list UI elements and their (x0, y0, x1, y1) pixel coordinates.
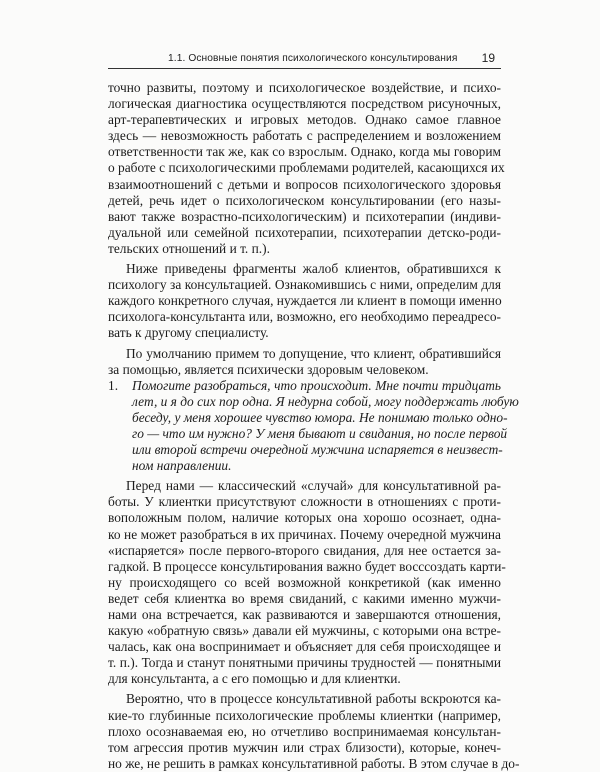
text-line: плохо осознаваемая ею, но отчетливо воспринимаемая консультан- (108, 723, 501, 739)
paragraph (108, 478, 506, 687)
text-line: вают также возрастно-психологическим) и психотерапии (индиви- (108, 208, 501, 224)
text-line: ну происходящего со всей возможной конкретикой (как именно (108, 574, 501, 590)
text-line: какую «обратную связь» давали ей мужчины, с которыми она встре- (108, 623, 501, 639)
text-line: воположным полом, наличие которых она хорошо осознает, одна- (108, 510, 501, 526)
text-line: психолога-консультанта или, возможно, его необходимо переадресо- (108, 309, 501, 325)
paragraph (108, 346, 501, 378)
text-line: детей, речь идет о психологическом консультировании (его назы- (108, 192, 501, 208)
text-line: взаимоотношений с детьми и вопросов психологического здоровья (108, 176, 501, 192)
text-line: за помощью, является психически здоровым человеком. (108, 361, 429, 377)
text-line: го — что им нужно? У меня бывают и свидания, но после первой (132, 425, 508, 441)
paragraph (108, 261, 501, 341)
text-line: или второй встречи очередной мужчина испаряется в неизвест- (132, 442, 503, 458)
text-line: ведет себя клиентка во время свиданий, с какими именно мужчи- (108, 590, 501, 606)
text-line: чалась, как она воспринимает и объясняет для себя происходящее и (108, 639, 501, 655)
text-line: каждого конкретного случая, нуждается ли клиент в помощи именно (108, 293, 502, 309)
running-header (108, 46, 501, 69)
text-line: логическая диагностика осуществляются посредством рисуночных, (108, 96, 501, 112)
text-line: для консультанта, а с его помощью и для клиентки. (108, 671, 401, 687)
page-body (108, 80, 520, 772)
numbered-quote (108, 377, 519, 475)
text-line: т. п.). Тогда и станут понятными причины трудностей — понятными (108, 655, 501, 671)
text-line: дуальной или семейной психотерапии, психотерапии детско-роди- (108, 224, 501, 240)
text-line: о работе с психологическими проблемами родителей, касающихся их (108, 160, 505, 176)
text-line: нами она встречается, как развиваются и завершаются отношения, (108, 607, 501, 622)
text-line: боты. У клиентки присутствуют сложности в отношениях с проти- (108, 494, 501, 510)
text-line: Вероятно, что в процессе консультативной работы вскроются ка- (126, 691, 501, 707)
running-title: 1.1. Основные понятия психологического консультирования (168, 53, 458, 64)
text-line: арт-терапевтических и игровых методов. Однако самое главное (108, 112, 501, 128)
paragraph (108, 80, 505, 257)
text-line: гадкой. В процессе консультирования важно будет восссоздать карти- (108, 558, 506, 574)
text-line: «испаряется» после первого-второго свидания, для нее остается за- (108, 542, 501, 558)
text-line: том агрессия против мужчин или страх близости), которые, конеч- (108, 739, 501, 755)
text-line: психологу за консультацией. Ознакомившись с ними, определим для (108, 277, 501, 293)
text-line: беседу, у меня хорошее чувство юмора. Не понимаю только одно- (132, 409, 508, 425)
text-line: кие-то глубинные психологические проблемы клиентки (например, (108, 707, 501, 723)
text-line: Ниже приведены фрагменты жалоб клиентов, обратившихся к (126, 261, 501, 277)
text-line: ответственности так же, как со взрослым. Однако, когда мы говорим (108, 144, 501, 160)
text-line: По умолчанию примем то допущение, что клиент, обратившийся (126, 345, 501, 361)
text-line: здесь — невозможность работать с распределением и возложением (108, 128, 501, 144)
text-line: ко не может разобраться в их причинах. Почему очередной мужчина (108, 526, 501, 542)
text-line: 1. Помогите разобраться, что происходит. Мне почти тридцать (108, 377, 501, 393)
text-line: вать к другому специалисту. (108, 325, 269, 341)
text-line: точно развиты, поэтому и психологическое воздействие, и психо- (108, 80, 501, 95)
text-line: но же, не решить в рамках консультативной работы. В этом случае в до- (108, 755, 520, 771)
item-number: 1. (108, 377, 119, 393)
page-number: 19 (481, 51, 495, 65)
text-line: лет, и я до сих пор одна. Я недурна собой, могу поддержать любую (132, 393, 519, 409)
paragraph (108, 691, 520, 771)
text-line: Перед нами — классический «случай» для консультативной ра- (126, 478, 501, 494)
text-line: тельских отношений и т. п.). (108, 240, 270, 256)
text-line: ном направлении. (132, 458, 232, 474)
